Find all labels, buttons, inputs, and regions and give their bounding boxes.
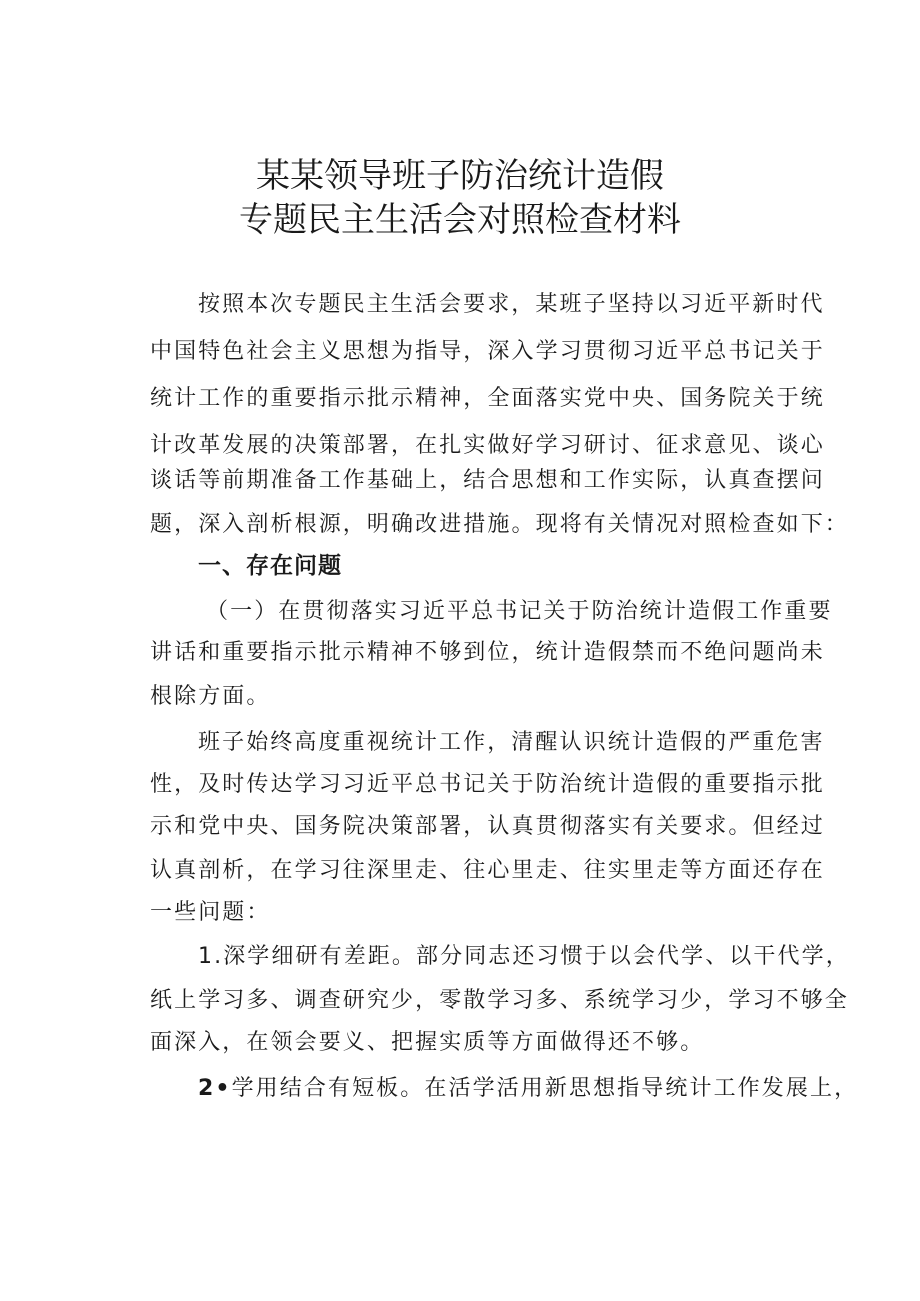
intro-line-3: 统计工作的重要指示批示精神，全面落实党中央、国务院关于统 bbox=[150, 386, 825, 411]
intro-line-4: 计改革发展的决策部署，在扎实做好学习研讨、征求意见、谈心 bbox=[150, 433, 825, 458]
para2-line-2: 性，及时传达学习习近平总书记关于防治统计造假的重要指示批 bbox=[150, 772, 825, 797]
subsection-1-line-3: 根除方面。 bbox=[150, 684, 271, 709]
para2-line-5: 一些问题： bbox=[150, 900, 271, 925]
item2-number: 2• bbox=[198, 1076, 232, 1101]
item2-line-1 bbox=[198, 1074, 859, 1104]
para2-line-4: 认真剖析，在学习往深里走、往心里走、往实里走等方面还存在 bbox=[150, 858, 825, 883]
section-heading-problems: 一、存在问题 bbox=[198, 553, 342, 579]
subsection-1-line-2: 讲话和重要指示批示精神不够到位，统计造假禁而不绝问题尚未 bbox=[150, 640, 825, 665]
item2-text: 学用结合有短板。在活学活用新思想指导统计工作发展上， bbox=[231, 1076, 859, 1101]
item1-line-3: 面深入，在领会要义、把握实质等方面做得还不够。 bbox=[150, 1030, 705, 1055]
document-title-line-2: 专题民主生活会对照检查材料 bbox=[239, 200, 681, 240]
document-title-line-1: 某某领导班子防治统计造假 bbox=[256, 156, 664, 196]
intro-line-1: 按照本次专题民主生活会要求，某班子坚持以习近平新时代 bbox=[198, 292, 825, 317]
item1-line-2: 纸上学习多、调查研究少，零散学习多、系统学习少，学习不够全 bbox=[150, 988, 849, 1013]
intro-line-5: 谈话等前期准备工作基础上，结合思想和工作实际，认真查摆问 bbox=[150, 468, 825, 493]
intro-line-6: 题，深入剖析根源，明确改进措施。现将有关情况对照检查如下： bbox=[150, 512, 849, 537]
para2-line-1: 班子始终高度重视统计工作，清醒认识统计造假的严重危害 bbox=[198, 730, 825, 755]
para2-line-3: 示和党中央、国务院决策部署，认真贯彻落实有关要求。但经过 bbox=[150, 814, 825, 839]
item1-line-1: 1.深学细研有差距。部分同志还习惯于以会代学、以干代学， bbox=[198, 944, 850, 969]
subsection-1-line-1: （一）在贯彻落实习近平总书记关于防治统计造假工作重要 bbox=[206, 599, 833, 624]
intro-line-2: 中国特色社会主义思想为指导，深入学习贯彻习近平总书记关于 bbox=[150, 339, 825, 364]
